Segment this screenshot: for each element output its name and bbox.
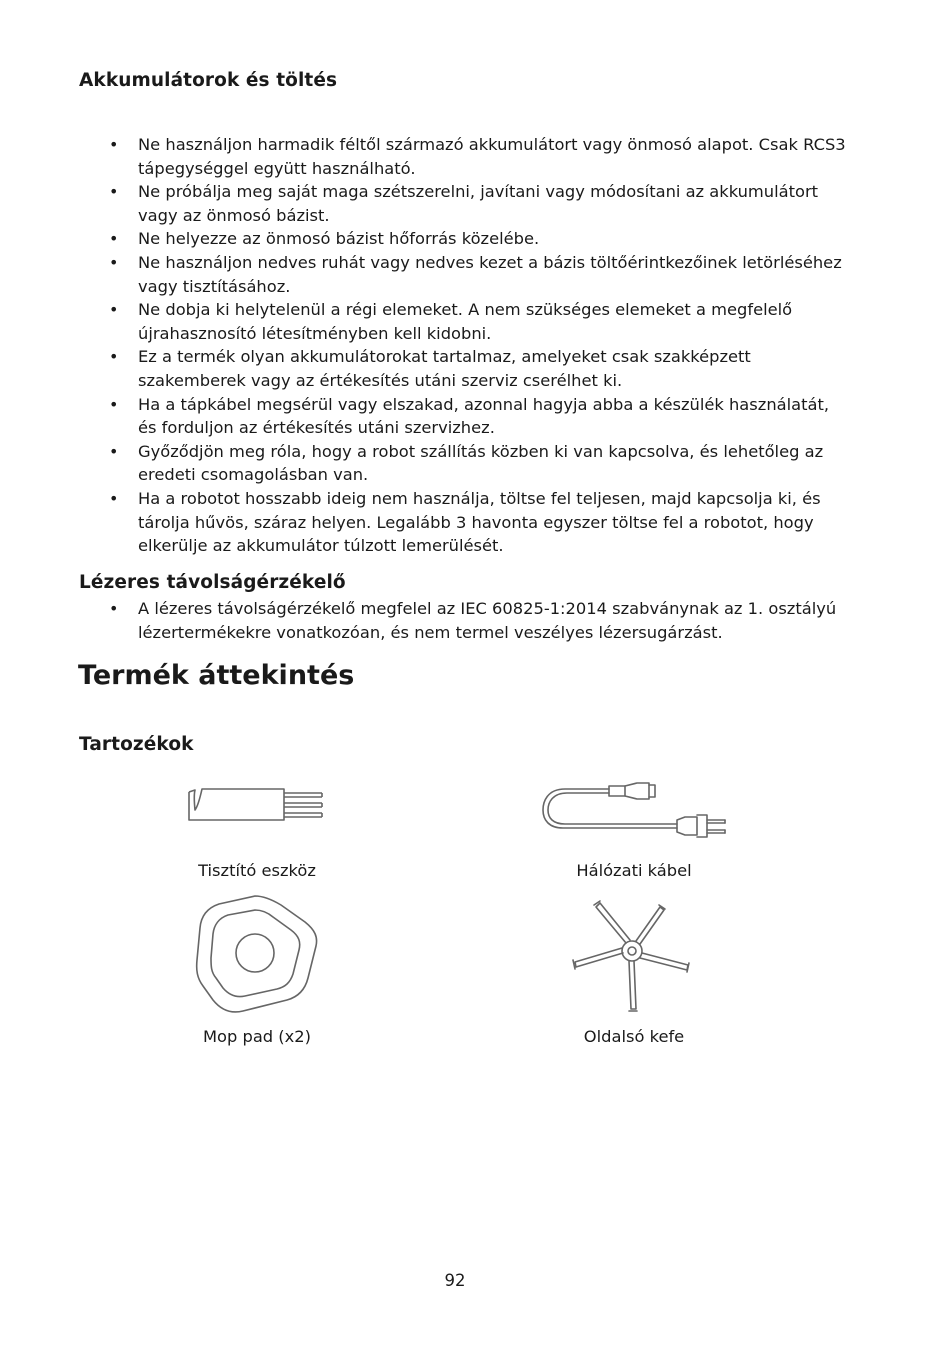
battery-safety-list — [108, 133, 848, 558]
accessories-heading: Tartozékok — [79, 734, 194, 755]
list-item: • Ha a tápkábel megsérül vagy elszakad, azonnal hagyja abba a készülék használatát, és forduljon az értékesítés utáni szervizhez. — [108, 393, 848, 440]
cleaning-tool-label: Tisztító eszköz — [198, 861, 316, 880]
power-cable-label: Hálózati kábel — [576, 861, 692, 880]
list-item: • Ne helyezze az önmosó bázist hőforrás közelébe. — [108, 227, 848, 251]
list-item: • Ha a robotot hosszabb ideig nem használja, töltse fel teljesen, majd kapcsolja ki, és tárolja hűvös, száraz helyen. Legalább 3 havonta egyszer töltse fel a robotot, hogy elkerülje az akkumulátor túlzott lemerülését. — [108, 487, 848, 558]
list-item: • Ne használjon harmadik féltől származó akkumulátort vagy önmosó alapot. Csak RCS3 tápegységgel együtt használható. — [108, 133, 848, 180]
product-overview-title: Termék áttekintés — [78, 660, 355, 691]
list-item: • Ez a termék olyan akkumulátorokat tartalmaz, amelyeket csak szakképzett szakemberek vagy az értékesítés utáni szerviz cserélhet ki. — [108, 345, 848, 392]
mop-pad-label: Mop pad (x2) — [202, 1027, 312, 1046]
side-brush-label: Oldalsó kefe — [583, 1027, 685, 1046]
laser-safety-list — [108, 597, 848, 644]
cleaning-tool-icon — [184, 784, 326, 826]
side-brush-icon — [560, 893, 710, 1019]
power-cable-icon — [537, 770, 733, 858]
laser-section-heading: Lézeres távolságérzékelő — [79, 572, 346, 593]
list-item: • Ne próbálja meg saját maga szétszerelni, javítani vagy módosítani az akkumulátort vagy az önmosó bázist. — [108, 180, 848, 227]
page-number: 92 — [444, 1271, 466, 1290]
list-item: • Győződjön meg róla, hogy a robot szállítás közben ki van kapcsolva, és lehetőleg az eredeti csomagolásban van. — [108, 440, 848, 487]
list-item: • Ne dobja ki helytelenül a régi elemeket. A nem szükséges elemeket a megfelelő újrahasznosító létesítményben kell kidobni. — [108, 298, 848, 345]
mop-pad-icon — [193, 890, 323, 1020]
list-item: • A lézeres távolságérzékelő megfelel az IEC 60825-1:2014 szabványnak az 1. osztályú lézertermékekre vonatkozóan, és nem termel veszélyes lézersugárzást. — [108, 597, 848, 644]
battery-section-heading: Akkumulátorok és töltés — [79, 70, 338, 91]
list-item: • Ne használjon nedves ruhát vagy nedves kezet a bázis töltőérintkezőinek letörléséhez vagy tisztításához. — [108, 251, 848, 298]
